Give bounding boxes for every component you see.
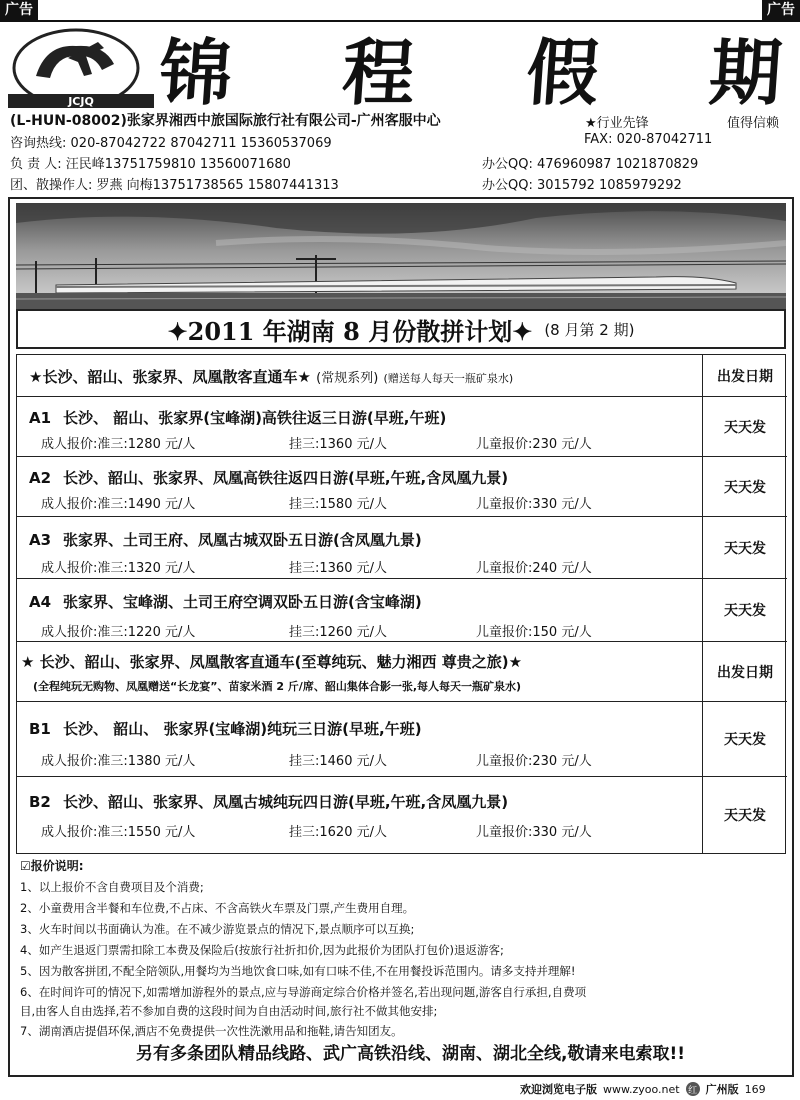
notes-heading: ☑报价说明: bbox=[20, 859, 84, 873]
footer-welcome: 欢迎浏览电子版 bbox=[520, 1083, 597, 1096]
note-line: 2、小童费用含半餐和车位费,不占床、不含高铁火车票及门票,产生费用自理。 bbox=[20, 901, 415, 915]
route-code: B2 bbox=[29, 793, 51, 811]
departure-daily: 天天发 bbox=[724, 419, 766, 436]
qq-label: 办公QQ: bbox=[482, 157, 533, 172]
route-code: B1 bbox=[29, 720, 51, 738]
route-name: 长沙、韶山、张家界、凤凰古城纯玩四日游(早班,午班,含凤凰九景) bbox=[63, 793, 509, 811]
itinerary-table bbox=[16, 354, 786, 854]
section-premium-note: (全程纯玩无购物、凤凰赠送“长龙宴”、苗家米酒 2 斤/席、韶山集体合影一张,每人每天一瓶矿泉水) bbox=[33, 680, 522, 693]
slogan-trust: 值得信赖 bbox=[727, 116, 780, 131]
hotline-numbers: 020-87042722 87042711 15360537069 bbox=[70, 136, 332, 151]
section-title-text: ★ 长沙、韶山、张家界、凤凰散客直通车(至尊纯玩、魅力湘西 尊贵之旅)★ bbox=[21, 653, 523, 671]
manager-contact: 汪民峰13751759810 13560071680 bbox=[65, 157, 291, 172]
slogan-pioneer: ★行业先锋 bbox=[585, 116, 649, 131]
adult-price: 成人报价:准三:1550 元/人 bbox=[41, 825, 196, 840]
child-price: 儿童报价:330 元/人 bbox=[476, 497, 592, 512]
note-line: 7、湖南酒店提倡环保,酒店不免费提供一次性洗漱用品和拖鞋,请告知团友。 bbox=[20, 1024, 403, 1038]
section-header-premium bbox=[17, 642, 787, 702]
departure-daily: 天天发 bbox=[724, 540, 766, 557]
note-line: 4、如产生退返门票需扣除工本费及保险后(按旅行社折扣价,因为此报价为团队打包价)退返游客; bbox=[20, 943, 504, 957]
brand-char: 期 bbox=[706, 30, 785, 115]
route-name: 长沙、 韶山、张家界(宝峰湖)高铁往返三日游(早班,午班) bbox=[63, 409, 447, 427]
qq-numbers: 476960987 1021870829 bbox=[537, 157, 699, 172]
fax-number: FAX: 020-87042711 bbox=[584, 132, 713, 147]
note-line: 3、火车时间以书面确认为准。在不减少游览景点的情况下,景点顺序可以互换; bbox=[20, 922, 415, 936]
section-title-text: ★长沙、韶山、张家界、凤凰散客直通车★ bbox=[29, 368, 311, 386]
child-price: 儿童报价:230 元/人 bbox=[476, 754, 592, 769]
adult-price: 成人报价:准三:1220 元/人 bbox=[41, 625, 196, 640]
note-line: 6、在时间许可的情况下,如需增加游程外的景点,应与导游商定综合价格并签名,若出现问题,游客自行承担,自费项 bbox=[20, 985, 587, 999]
brand-char: 程 bbox=[339, 30, 418, 115]
route-title bbox=[29, 407, 446, 428]
footer-edition: 广州版 bbox=[705, 1083, 739, 1096]
brand-title bbox=[156, 22, 790, 115]
route-code: A1 bbox=[29, 409, 52, 427]
child-price: 儿童报价:230 元/人 bbox=[476, 437, 592, 452]
hang-price: 挂三:1360 元/人 bbox=[289, 437, 387, 452]
table-row bbox=[17, 517, 787, 579]
logo-text: JCJQ bbox=[68, 95, 94, 108]
zyoo-logo-icon: 红 bbox=[686, 1082, 700, 1096]
company-name: (L-HUN-08002)张家界湘西中旅国际旅行社有限公司-广州客服中心 bbox=[10, 113, 441, 129]
hotline-label: 咨询热线: bbox=[10, 136, 67, 151]
high-speed-train-photo bbox=[16, 203, 786, 309]
table-row bbox=[17, 777, 787, 853]
qq-numbers: 3015792 1085979292 bbox=[537, 178, 682, 193]
route-name: 长沙、 韶山、 张家界(宝峰湖)纯玩三日游(早班,午班) bbox=[63, 720, 422, 738]
note-line: 目,由客人自由选择,若不参加自费的这段时间为自由活动时间,旅行社不做其他安排; bbox=[20, 1004, 438, 1018]
hang-price: 挂三:1360 元/人 bbox=[289, 561, 387, 576]
qq-label: 办公QQ: bbox=[482, 178, 533, 193]
hang-price: 挂三:1580 元/人 bbox=[289, 497, 387, 512]
hang-price: 挂三:1260 元/人 bbox=[289, 625, 387, 640]
page-footer bbox=[520, 1080, 795, 1098]
route-title bbox=[29, 529, 422, 550]
route-title bbox=[29, 467, 508, 488]
adult-price: 成人报价:准三:1380 元/人 bbox=[41, 754, 196, 769]
more-routes-slogan: 另有多条团队精品线路、武广高铁沿线、湖南、湖北全线,敬请来电索取!! bbox=[136, 1044, 685, 1064]
table-row bbox=[17, 579, 787, 642]
departure-date-header: 出发日期 bbox=[717, 368, 773, 385]
section-gift-note: (赠送每人每天一瓶矿泉水) bbox=[383, 372, 514, 385]
operator-contact: 罗燕 向梅13751738565 15807441313 bbox=[96, 178, 339, 193]
footer-page-number: 169 bbox=[744, 1082, 766, 1096]
office-qq-1 bbox=[482, 153, 698, 172]
section-series-note: (常规系列) bbox=[316, 371, 379, 386]
hang-price: 挂三:1620 元/人 bbox=[289, 825, 387, 840]
departure-daily: 天天发 bbox=[724, 479, 766, 496]
hang-price: 挂三:1460 元/人 bbox=[289, 754, 387, 769]
route-name: 长沙、韶山、张家界、凤凰高铁往返四日游(早班,午班,含凤凰九景) bbox=[63, 469, 509, 487]
route-code: A2 bbox=[29, 469, 52, 487]
price-notes bbox=[16, 855, 786, 1064]
departure-date-header: 出发日期 bbox=[717, 664, 773, 681]
table-row bbox=[17, 397, 787, 457]
child-price: 儿童报价:240 元/人 bbox=[476, 561, 592, 576]
section-title bbox=[29, 366, 513, 387]
brand-char: 假 bbox=[523, 30, 602, 115]
main-frame bbox=[8, 197, 794, 1077]
table-row bbox=[17, 702, 787, 777]
departure-daily: 天天发 bbox=[724, 603, 766, 619]
plan-title: ✦2011 年湖南 8 月份散拼计划✦ bbox=[167, 316, 533, 346]
route-name: 张家界、土司王府、凤凰古城双卧五日游(含凤凰九景) bbox=[63, 531, 422, 549]
company-logo bbox=[6, 24, 156, 110]
table-row bbox=[17, 457, 787, 517]
child-price: 儿童报价:150 元/人 bbox=[476, 625, 592, 640]
route-title bbox=[29, 791, 508, 812]
brand-char: 锦 bbox=[156, 30, 235, 115]
footer-website[interactable]: www.zyoo.net bbox=[603, 1082, 680, 1096]
adult-price: 成人报价:准三:1320 元/人 bbox=[41, 561, 196, 576]
ad-tag-left: 广告 bbox=[0, 0, 38, 20]
plan-issue: (8 月第 2 期) bbox=[544, 320, 635, 339]
adult-price: 成人报价:准三:1490 元/人 bbox=[41, 497, 196, 512]
section-header-regular bbox=[17, 355, 787, 397]
manager-label: 负 责 人: bbox=[10, 157, 62, 172]
operator-label: 团、散操作人: bbox=[10, 178, 93, 193]
departure-daily: 天天发 bbox=[724, 732, 766, 748]
child-price: 儿童报价:330 元/人 bbox=[476, 825, 592, 840]
route-code: A3 bbox=[29, 531, 52, 549]
adult-price: 成人报价:准三:1280 元/人 bbox=[41, 437, 196, 452]
ad-tag-right: 广告 bbox=[762, 0, 800, 20]
route-name: 张家界、宝峰湖、土司王府空调双卧五日游(含宝峰湖) bbox=[63, 593, 422, 611]
route-title bbox=[29, 718, 422, 739]
route-title bbox=[29, 591, 422, 612]
plan-title-box bbox=[16, 309, 786, 349]
departure-daily: 天天发 bbox=[724, 808, 766, 824]
note-line: 5、因为散客拼团,不配全陪领队,用餐均为当地饮食口味,如有口味不佳,不在用餐投诉范围内。请多支持并理解! bbox=[20, 964, 576, 978]
note-line: 1、以上报价不含自费项目及个消费; bbox=[20, 880, 204, 894]
route-code: A4 bbox=[29, 593, 52, 611]
office-qq-2 bbox=[482, 174, 682, 193]
